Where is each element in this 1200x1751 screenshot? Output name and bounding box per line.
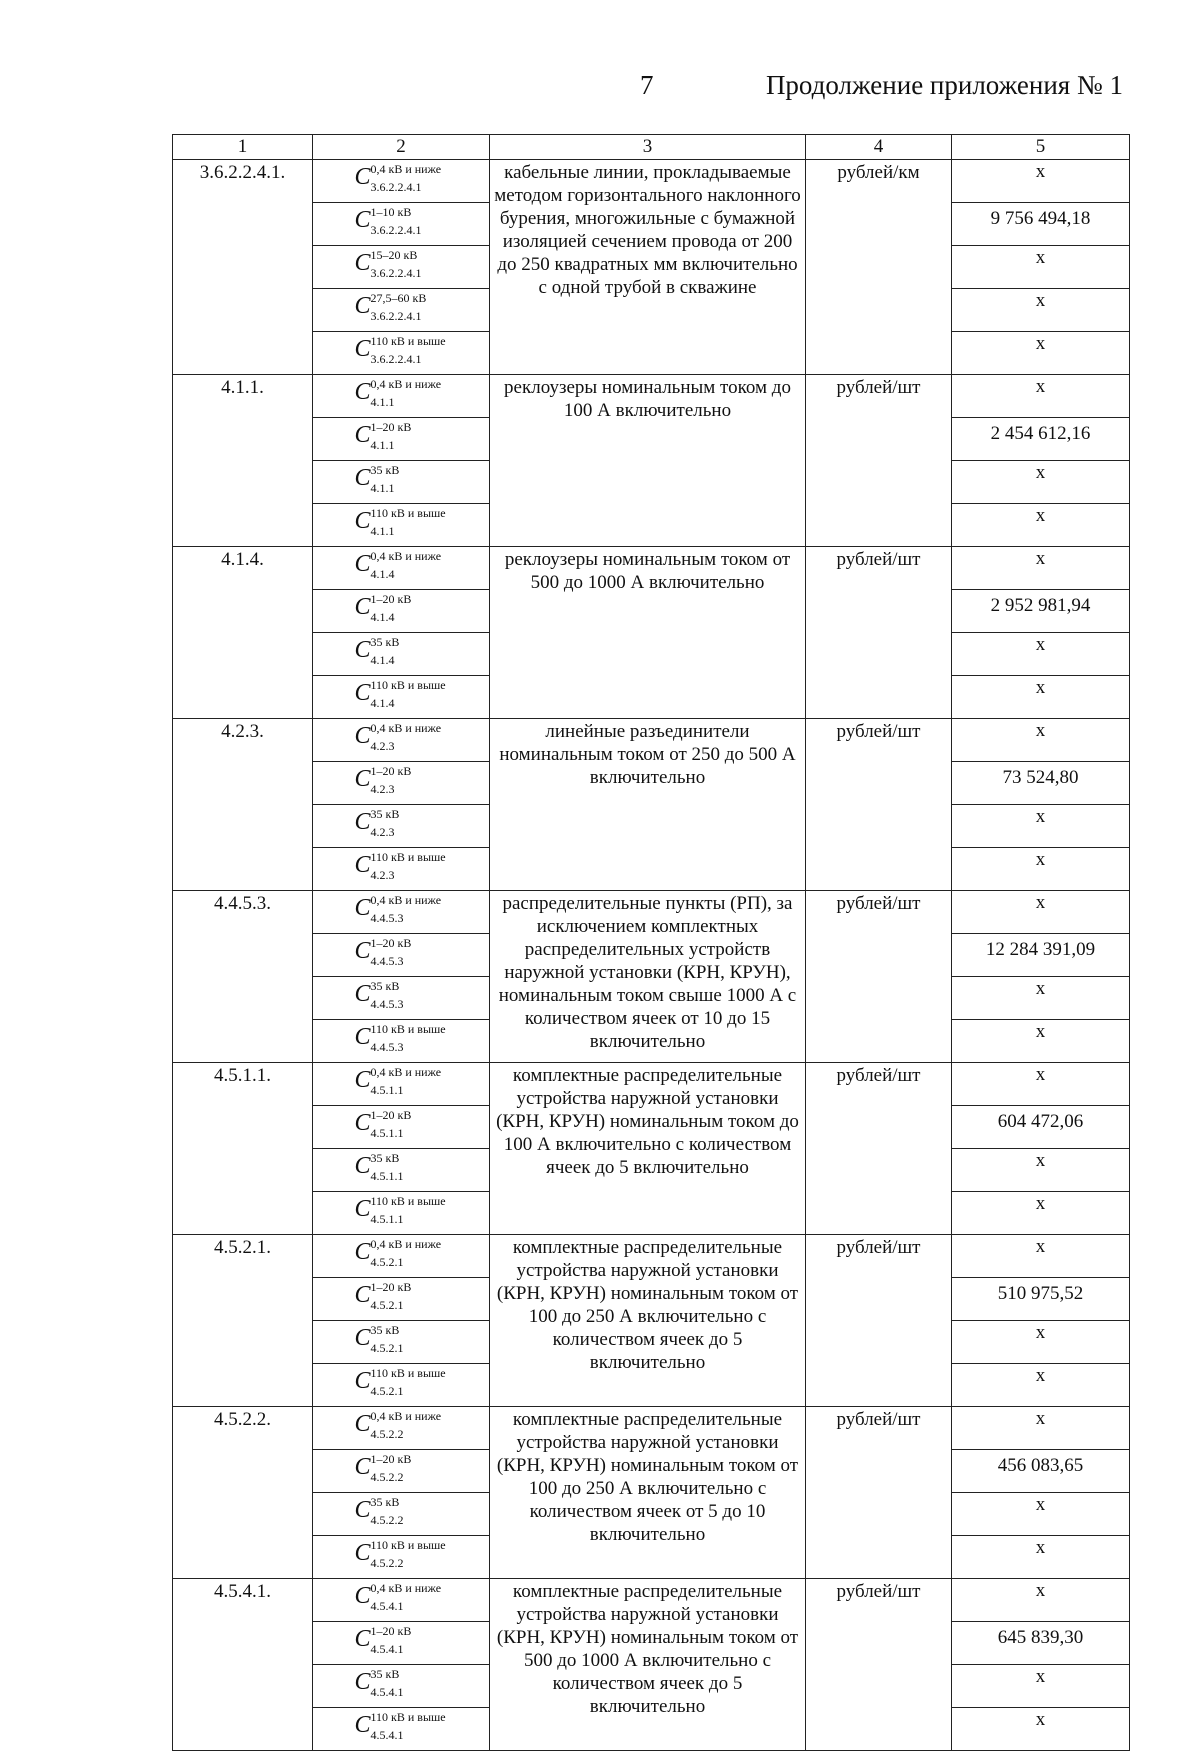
item-code: 4.5.2.2.: [173, 1407, 313, 1579]
voltage-symbol-cell: [313, 1106, 490, 1149]
cost-symbol: [349, 848, 454, 884]
voltage-class: 0,4 кВ и ниже: [370, 162, 442, 176]
rate-value: 456 083,65: [952, 1450, 1130, 1493]
symbol-letter: C: [354, 895, 371, 921]
symbol-letter: C: [354, 508, 371, 534]
voltage-class: 1–20 кВ: [370, 1108, 412, 1122]
cost-symbol: [349, 1235, 454, 1271]
item-index: 4.5.2.1: [370, 1341, 404, 1355]
voltage-class: 35 кВ: [370, 1151, 400, 1165]
symbol-letter: C: [354, 1239, 371, 1265]
item-index: 4.1.1: [370, 481, 395, 495]
item-index: 4.5.1.1: [370, 1083, 404, 1097]
table-row: [173, 547, 1130, 590]
voltage-class: 0,4 кВ и ниже: [370, 1409, 442, 1423]
voltage-class: 0,4 кВ и ниже: [370, 549, 442, 563]
voltage-symbol-cell: [313, 1450, 490, 1493]
table-row: [173, 891, 1130, 934]
rate-value: 645 839,30: [952, 1622, 1130, 1665]
item-index: 4.2.3: [370, 739, 395, 753]
column-number: 4: [806, 135, 952, 160]
item-index: 3.6.2.2.4.1: [370, 266, 422, 280]
symbol-letter: C: [354, 336, 371, 362]
cost-symbol: [349, 504, 454, 540]
rate-value: х: [952, 1321, 1130, 1364]
voltage-class: 35 кВ: [370, 1495, 400, 1509]
item-code: 4.1.4.: [173, 547, 313, 719]
table-row: [173, 160, 1130, 203]
voltage-class: 0,4 кВ и ниже: [370, 1237, 442, 1251]
item-index: 4.5.2.1: [370, 1384, 404, 1398]
rate-value: х: [952, 1579, 1130, 1622]
item-code: 3.6.2.2.4.1.: [173, 160, 313, 375]
rate-value: х: [952, 1192, 1130, 1235]
voltage-class: 110 кВ и выше: [370, 1366, 446, 1380]
rate-value: 12 284 391,09: [952, 934, 1130, 977]
symbol-letter: C: [354, 1196, 371, 1222]
item-index: 4.2.3: [370, 825, 395, 839]
rate-value: х: [952, 1364, 1130, 1407]
rate-value: х: [952, 1708, 1130, 1751]
symbol-letter: C: [354, 551, 371, 577]
item-code: 4.5.4.1.: [173, 1579, 313, 1751]
voltage-symbol-cell: [313, 934, 490, 977]
voltage-symbol-cell: [313, 246, 490, 289]
symbol-letter: C: [354, 852, 371, 878]
voltage-class: 35 кВ: [370, 635, 400, 649]
cost-symbol: [349, 418, 454, 454]
voltage-symbol-cell: [313, 977, 490, 1020]
rate-value: х: [952, 1149, 1130, 1192]
tariff-table-container: [172, 134, 1130, 1751]
item-index: 3.6.2.2.4.1: [370, 180, 422, 194]
rate-value: 604 472,06: [952, 1106, 1130, 1149]
voltage-symbol-cell: [313, 891, 490, 934]
voltage-symbol-cell: [313, 762, 490, 805]
rate-value: х: [952, 289, 1130, 332]
rate-value: 2 952 981,94: [952, 590, 1130, 633]
cost-symbol: [349, 1708, 454, 1744]
item-index: 4.5.2.2: [370, 1513, 404, 1527]
rate-value: 2 454 612,16: [952, 418, 1130, 461]
voltage-symbol-cell: [313, 1149, 490, 1192]
symbol-letter: C: [354, 680, 371, 706]
symbol-letter: C: [354, 379, 371, 405]
voltage-class: 0,4 кВ и ниже: [370, 1581, 442, 1595]
voltage-symbol-cell: [313, 289, 490, 332]
rate-value: х: [952, 1235, 1130, 1278]
voltage-symbol-cell: [313, 1020, 490, 1063]
rate-value: х: [952, 1407, 1130, 1450]
cost-symbol: [349, 332, 454, 368]
rate-value: х: [952, 891, 1130, 934]
voltage-class: 0,4 кВ и ниже: [370, 893, 442, 907]
voltage-symbol-cell: [313, 1278, 490, 1321]
symbol-letter: C: [354, 164, 371, 190]
symbol-letter: C: [354, 1153, 371, 1179]
item-index: 4.4.5.3: [370, 954, 404, 968]
item-description: комплектные распределительные устройства наружной установки (КРН, КРУН) номинальным током от 500 до 1000 А включительно с количеством ячеек до 5 включительно: [490, 1579, 806, 1751]
voltage-symbol-cell: [313, 504, 490, 547]
symbol-letter: C: [354, 1497, 371, 1523]
voltage-class: 1–10 кВ: [370, 205, 412, 219]
symbol-letter: C: [354, 1067, 371, 1093]
item-description: кабельные линии, прокладываемые методом горизонтального наклонного бурения, многожильные с бумажной изоляцией сечением провода от 200 до 250 квадратных мм включительно с одной трубой в скважине: [490, 160, 806, 375]
item-description: комплектные распределительные устройства наружной установки (КРН, КРУН) номинальным током до 100 А включительно с количеством ячеек до 5 включительно: [490, 1063, 806, 1235]
symbol-letter: C: [354, 594, 371, 620]
item-index: 4.1.1: [370, 438, 395, 452]
item-description: реклоузеры номинальным током от 500 до 1000 А включительно: [490, 547, 806, 719]
voltage-class: 1–20 кВ: [370, 592, 412, 606]
symbol-letter: C: [354, 1669, 371, 1695]
item-index: 4.2.3: [370, 868, 395, 882]
item-index: 4.5.1.1: [370, 1169, 404, 1183]
voltage-class: 1–20 кВ: [370, 1624, 412, 1638]
voltage-class: 35 кВ: [370, 1323, 400, 1337]
voltage-class: 110 кВ и выше: [370, 1538, 446, 1552]
symbol-letter: C: [354, 422, 371, 448]
symbol-letter: C: [354, 1540, 371, 1566]
item-index: 3.6.2.2.4.1: [370, 352, 422, 366]
item-index: 4.4.5.3: [370, 1040, 404, 1054]
rate-value: х: [952, 1493, 1130, 1536]
voltage-symbol-cell: [313, 1063, 490, 1106]
voltage-class: 35 кВ: [370, 807, 400, 821]
symbol-letter: C: [354, 938, 371, 964]
voltage-symbol-cell: [313, 375, 490, 418]
symbol-letter: C: [354, 981, 371, 1007]
unit-of-measure: рублей/шт: [806, 891, 952, 1063]
item-description: линейные разъединители номинальным током от 250 до 500 А включительно: [490, 719, 806, 891]
voltage-symbol-cell: [313, 1407, 490, 1450]
cost-symbol: [349, 1579, 454, 1615]
cost-symbol: [349, 160, 454, 196]
voltage-symbol-cell: [313, 332, 490, 375]
voltage-class: 110 кВ и выше: [370, 506, 446, 520]
tariff-table: [172, 134, 1130, 1751]
voltage-symbol-cell: [313, 633, 490, 676]
rate-value: х: [952, 1020, 1130, 1063]
rate-value: х: [952, 504, 1130, 547]
item-code: 4.5.2.1.: [173, 1235, 313, 1407]
rate-value: х: [952, 461, 1130, 504]
voltage-symbol-cell: [313, 1364, 490, 1407]
voltage-symbol-cell: [313, 1665, 490, 1708]
item-code: 4.2.3.: [173, 719, 313, 891]
item-index: 4.1.4: [370, 567, 395, 581]
cost-symbol: [349, 1493, 454, 1529]
item-index: 4.4.5.3: [370, 911, 404, 925]
voltage-class: 1–20 кВ: [370, 764, 412, 778]
symbol-letter: C: [354, 1325, 371, 1351]
item-description: реклоузеры номинальным током до 100 А включительно: [490, 375, 806, 547]
rate-value: х: [952, 719, 1130, 762]
voltage-class: 110 кВ и выше: [370, 334, 446, 348]
table-row: [173, 719, 1130, 762]
page-caption: Продолжение приложения № 1: [765, 70, 1123, 100]
cost-symbol: [349, 203, 454, 239]
symbol-letter: C: [354, 1626, 371, 1652]
rate-value: х: [952, 977, 1130, 1020]
cost-symbol: [349, 1364, 454, 1400]
voltage-symbol-cell: [313, 160, 490, 203]
item-index: 4.2.3: [370, 782, 395, 796]
voltage-symbol-cell: [313, 1579, 490, 1622]
item-description: комплектные распределительные устройства наружной установки (КРН, КРУН) номинальным током от 100 до 250 А включительно с количеством ячеек от 5 до 10 включительно: [490, 1407, 806, 1579]
symbol-letter: C: [354, 207, 371, 233]
voltage-symbol-cell: [313, 848, 490, 891]
table-row: [173, 375, 1130, 418]
item-index: 4.1.1: [370, 524, 395, 538]
cost-symbol: [349, 1106, 454, 1142]
voltage-symbol-cell: [313, 719, 490, 762]
item-index: 4.5.2.1: [370, 1255, 404, 1269]
voltage-class: 1–20 кВ: [370, 1452, 412, 1466]
page-header: [0, 70, 1200, 110]
cost-symbol: [349, 461, 454, 497]
item-code: 4.4.5.3.: [173, 891, 313, 1063]
column-number: 5: [952, 135, 1130, 160]
unit-of-measure: рублей/шт: [806, 719, 952, 891]
voltage-class: 35 кВ: [370, 1667, 400, 1681]
cost-symbol: [349, 1149, 454, 1185]
voltage-symbol-cell: [313, 203, 490, 246]
voltage-symbol-cell: [313, 547, 490, 590]
symbol-letter: C: [354, 1712, 371, 1738]
unit-of-measure: рублей/шт: [806, 547, 952, 719]
cost-symbol: [349, 1321, 454, 1357]
rate-value: х: [952, 1536, 1130, 1579]
item-index: 4.4.5.3: [370, 997, 404, 1011]
rate-value: х: [952, 1063, 1130, 1106]
voltage-symbol-cell: [313, 805, 490, 848]
rate-value: х: [952, 375, 1130, 418]
cost-symbol: [349, 891, 454, 927]
cost-symbol: [349, 1536, 454, 1572]
voltage-symbol-cell: [313, 418, 490, 461]
voltage-symbol-cell: [313, 1321, 490, 1364]
voltage-class: 0,4 кВ и ниже: [370, 1065, 442, 1079]
unit-of-measure: рублей/шт: [806, 1579, 952, 1751]
cost-symbol: [349, 1665, 454, 1701]
voltage-class: 1–20 кВ: [370, 1280, 412, 1294]
cost-symbol: [349, 246, 454, 282]
cost-symbol: [349, 1020, 454, 1056]
voltage-class: 110 кВ и выше: [370, 1022, 446, 1036]
voltage-class: 110 кВ и выше: [370, 678, 446, 692]
item-index: 4.5.4.1: [370, 1685, 404, 1699]
symbol-letter: C: [354, 1024, 371, 1050]
voltage-class: 35 кВ: [370, 463, 400, 477]
cost-symbol: [349, 1192, 454, 1228]
table-row: [173, 1235, 1130, 1278]
voltage-class: 110 кВ и выше: [370, 1710, 446, 1724]
item-index: 4.5.2.1: [370, 1298, 404, 1312]
voltage-symbol-cell: [313, 590, 490, 633]
voltage-class: 15–20 кВ: [370, 248, 418, 262]
rate-value: 9 756 494,18: [952, 203, 1130, 246]
item-index: 4.1.4: [370, 696, 395, 710]
cost-symbol: [349, 676, 454, 712]
rate-value: х: [952, 246, 1130, 289]
cost-symbol: [349, 289, 454, 325]
page-number: 7: [640, 70, 654, 100]
symbol-letter: C: [354, 1411, 371, 1437]
symbol-letter: C: [354, 465, 371, 491]
symbol-letter: C: [354, 1454, 371, 1480]
rate-value: х: [952, 848, 1130, 891]
item-index: 4.5.1.1: [370, 1126, 404, 1140]
item-index: 3.6.2.2.4.1: [370, 223, 422, 237]
cost-symbol: [349, 805, 454, 841]
cost-symbol: [349, 762, 454, 798]
column-number: 2: [313, 135, 490, 160]
rate-value: х: [952, 633, 1130, 676]
item-description: распределительные пункты (РП), за исключением комплектных распределительных устройств наружной установки (КРН, КРУН), номинальным током свыше 1000 А с количеством ячеек от 10 до 15 включительно: [490, 891, 806, 1063]
voltage-symbol-cell: [313, 1622, 490, 1665]
unit-of-measure: рублей/шт: [806, 1407, 952, 1579]
voltage-class: 110 кВ и выше: [370, 850, 446, 864]
voltage-symbol-cell: [313, 676, 490, 719]
symbol-letter: C: [354, 723, 371, 749]
column-number: 3: [490, 135, 806, 160]
symbol-letter: C: [354, 293, 371, 319]
symbol-letter: C: [354, 250, 371, 276]
rate-value: х: [952, 160, 1130, 203]
table-row: [173, 1063, 1130, 1106]
item-index: 4.1.1: [370, 395, 395, 409]
voltage-symbol-cell: [313, 1192, 490, 1235]
cost-symbol: [349, 1450, 454, 1486]
voltage-class: 35 кВ: [370, 979, 400, 993]
cost-symbol: [349, 1407, 454, 1443]
rate-value: х: [952, 547, 1130, 590]
symbol-letter: C: [354, 637, 371, 663]
cost-symbol: [349, 375, 454, 411]
cost-symbol: [349, 719, 454, 755]
symbol-letter: C: [354, 766, 371, 792]
item-description: комплектные распределительные устройства наружной установки (КРН, КРУН) номинальным током от 100 до 250 А включительно с количеством ячеек до 5 включительно: [490, 1235, 806, 1407]
cost-symbol: [349, 1278, 454, 1314]
cost-symbol: [349, 977, 454, 1013]
table-row: [173, 1579, 1130, 1622]
symbol-letter: C: [354, 1110, 371, 1136]
symbol-letter: C: [354, 1583, 371, 1609]
cost-symbol: [349, 1063, 454, 1099]
symbol-letter: C: [354, 1368, 371, 1394]
voltage-class: 0,4 кВ и ниже: [370, 721, 442, 735]
voltage-symbol-cell: [313, 1708, 490, 1751]
item-index: 4.5.2.2: [370, 1556, 404, 1570]
item-index: 3.6.2.2.4.1: [370, 309, 422, 323]
item-index: 4.1.4: [370, 610, 395, 624]
voltage-symbol-cell: [313, 461, 490, 504]
voltage-class: 1–20 кВ: [370, 420, 412, 434]
voltage-class: 1–20 кВ: [370, 936, 412, 950]
unit-of-measure: рублей/км: [806, 160, 952, 375]
item-code: 4.5.1.1.: [173, 1063, 313, 1235]
item-index: 4.5.4.1: [370, 1642, 404, 1656]
rate-value: х: [952, 676, 1130, 719]
voltage-class: 110 кВ и выше: [370, 1194, 446, 1208]
rate-value: х: [952, 332, 1130, 375]
voltage-symbol-cell: [313, 1493, 490, 1536]
voltage-symbol-cell: [313, 1235, 490, 1278]
table-row: [173, 1407, 1130, 1450]
item-index: 4.5.2.2: [370, 1470, 404, 1484]
voltage-class: 0,4 кВ и ниже: [370, 377, 442, 391]
rate-value: х: [952, 805, 1130, 848]
item-index: 4.5.4.1: [370, 1728, 404, 1742]
voltage-class: 27,5–60 кВ: [370, 291, 427, 305]
cost-symbol: [349, 1622, 454, 1658]
cost-symbol: [349, 633, 454, 669]
item-index: 4.5.4.1: [370, 1599, 404, 1613]
rate-value: х: [952, 1665, 1130, 1708]
rate-value: 510 975,52: [952, 1278, 1130, 1321]
cost-symbol: [349, 934, 454, 970]
item-index: 4.1.4: [370, 653, 395, 667]
column-number-row: [173, 135, 1130, 160]
item-index: 4.5.2.2: [370, 1427, 404, 1441]
symbol-letter: C: [354, 809, 371, 835]
column-number: 1: [173, 135, 313, 160]
item-code: 4.1.1.: [173, 375, 313, 547]
unit-of-measure: рублей/шт: [806, 1063, 952, 1235]
item-index: 4.5.1.1: [370, 1212, 404, 1226]
cost-symbol: [349, 590, 454, 626]
rate-value: 73 524,80: [952, 762, 1130, 805]
cost-symbol: [349, 547, 454, 583]
unit-of-measure: рублей/шт: [806, 375, 952, 547]
voltage-symbol-cell: [313, 1536, 490, 1579]
unit-of-measure: рублей/шт: [806, 1235, 952, 1407]
symbol-letter: C: [354, 1282, 371, 1308]
